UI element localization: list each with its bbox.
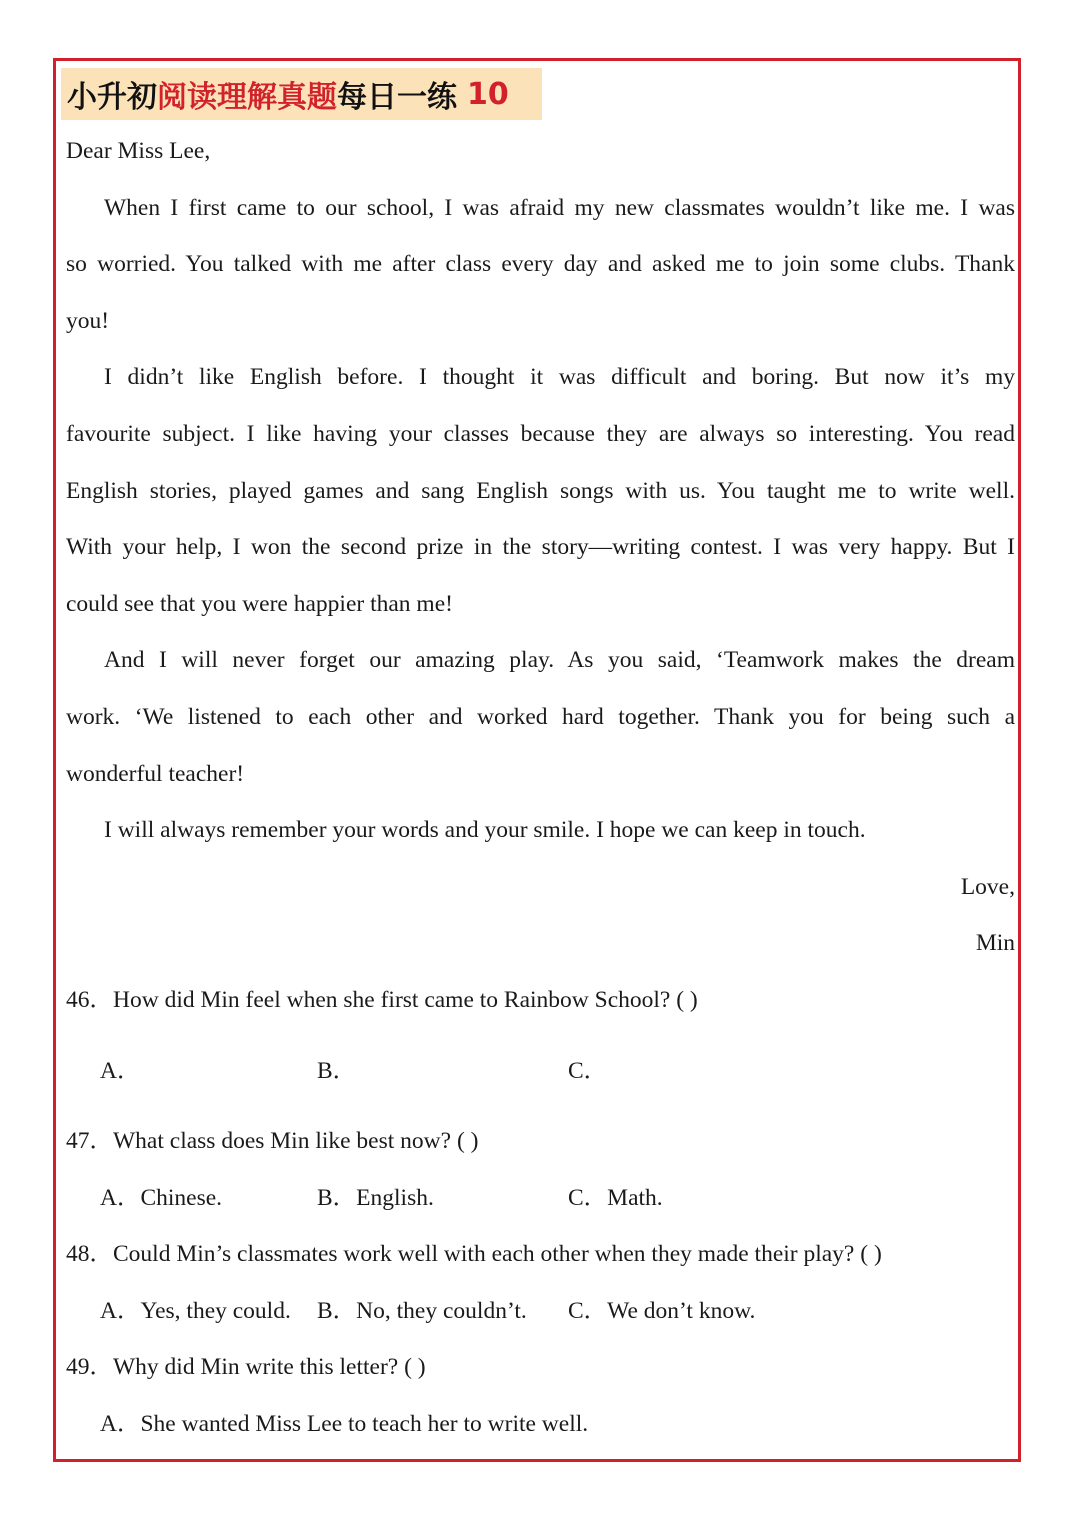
- letter-line: so worried. You talked with me after class every day and asked me to join some clubs. Thank: [66, 251, 1015, 278]
- option-a: A．Chinese.: [100, 1184, 223, 1211]
- option-c: C．: [568, 1057, 608, 1084]
- letter-line: wonderful teacher!: [66, 760, 245, 787]
- title-part-1: 小升初: [67, 80, 157, 115]
- letter-closing: Love,: [960, 873, 1015, 900]
- letter-signature: Min: [975, 930, 1015, 957]
- option-c: C．We don’t know.: [568, 1297, 756, 1324]
- question-49-options: [66, 1396, 1015, 1453]
- question-47-options: [66, 1170, 1015, 1227]
- letter-line: When I first came to our school, I was afraid my new classmates wouldn’t like me. I was: [104, 194, 1015, 221]
- question-46: 46．How did Min feel when she first came to Rainbow School? ( ): [66, 986, 698, 1013]
- letter-line: you!: [66, 307, 110, 334]
- question-46-options: [66, 1043, 1015, 1100]
- letter-line: With your help, I won the second prize in the story—writing contest. I was very happy. But I: [66, 534, 1015, 561]
- question-49: 49．Why did Min write this letter? ( ): [66, 1354, 426, 1381]
- letter-line: And I will never forget our amazing play. As you said, ‘Teamwork makes the dream: [104, 647, 1015, 674]
- page-title: [61, 68, 542, 120]
- option-c: C．Math.: [568, 1184, 663, 1211]
- letter-line: I didn’t like English before. I thought it was difficult and boring. But now it’s my: [104, 364, 1015, 391]
- title-part-2: 阅读理解真题: [157, 80, 337, 115]
- letter-line: I will always remember your words and your smile. I hope we can keep in touch.: [104, 817, 866, 844]
- title-part-3: 每日一练: [337, 80, 457, 115]
- option-b: B．: [317, 1057, 357, 1084]
- question-48: 48．Could Min’s classmates work well with each other when they made their play? ( ): [66, 1241, 882, 1268]
- question-47: 47．What class does Min like best now? ( ): [66, 1128, 479, 1155]
- option-a: A．She wanted Miss Lee to teach her to write well.: [100, 1411, 589, 1438]
- option-a: A．: [100, 1057, 141, 1084]
- letter-line: work. ‘We listened to each other and worked hard together. Thank you for being such a: [66, 703, 1015, 730]
- option-a: A．Yes, they could.: [100, 1297, 291, 1324]
- letter-line: English stories, played games and sang English songs with us. You taught me to write well.: [66, 477, 1015, 504]
- option-b: B．English.: [317, 1184, 434, 1211]
- option-b: B．No, they couldn’t.: [317, 1297, 527, 1324]
- letter-line: could see that you were happier than me!: [66, 590, 453, 617]
- document-body: [66, 123, 1015, 1453]
- letter-line: favourite subject. I like having your classes because they are always so interesting. You read: [66, 420, 1015, 447]
- title-number: 10: [467, 76, 509, 112]
- letter-greeting: Dear Miss Lee,: [66, 138, 211, 164]
- question-48-options: [66, 1283, 1015, 1340]
